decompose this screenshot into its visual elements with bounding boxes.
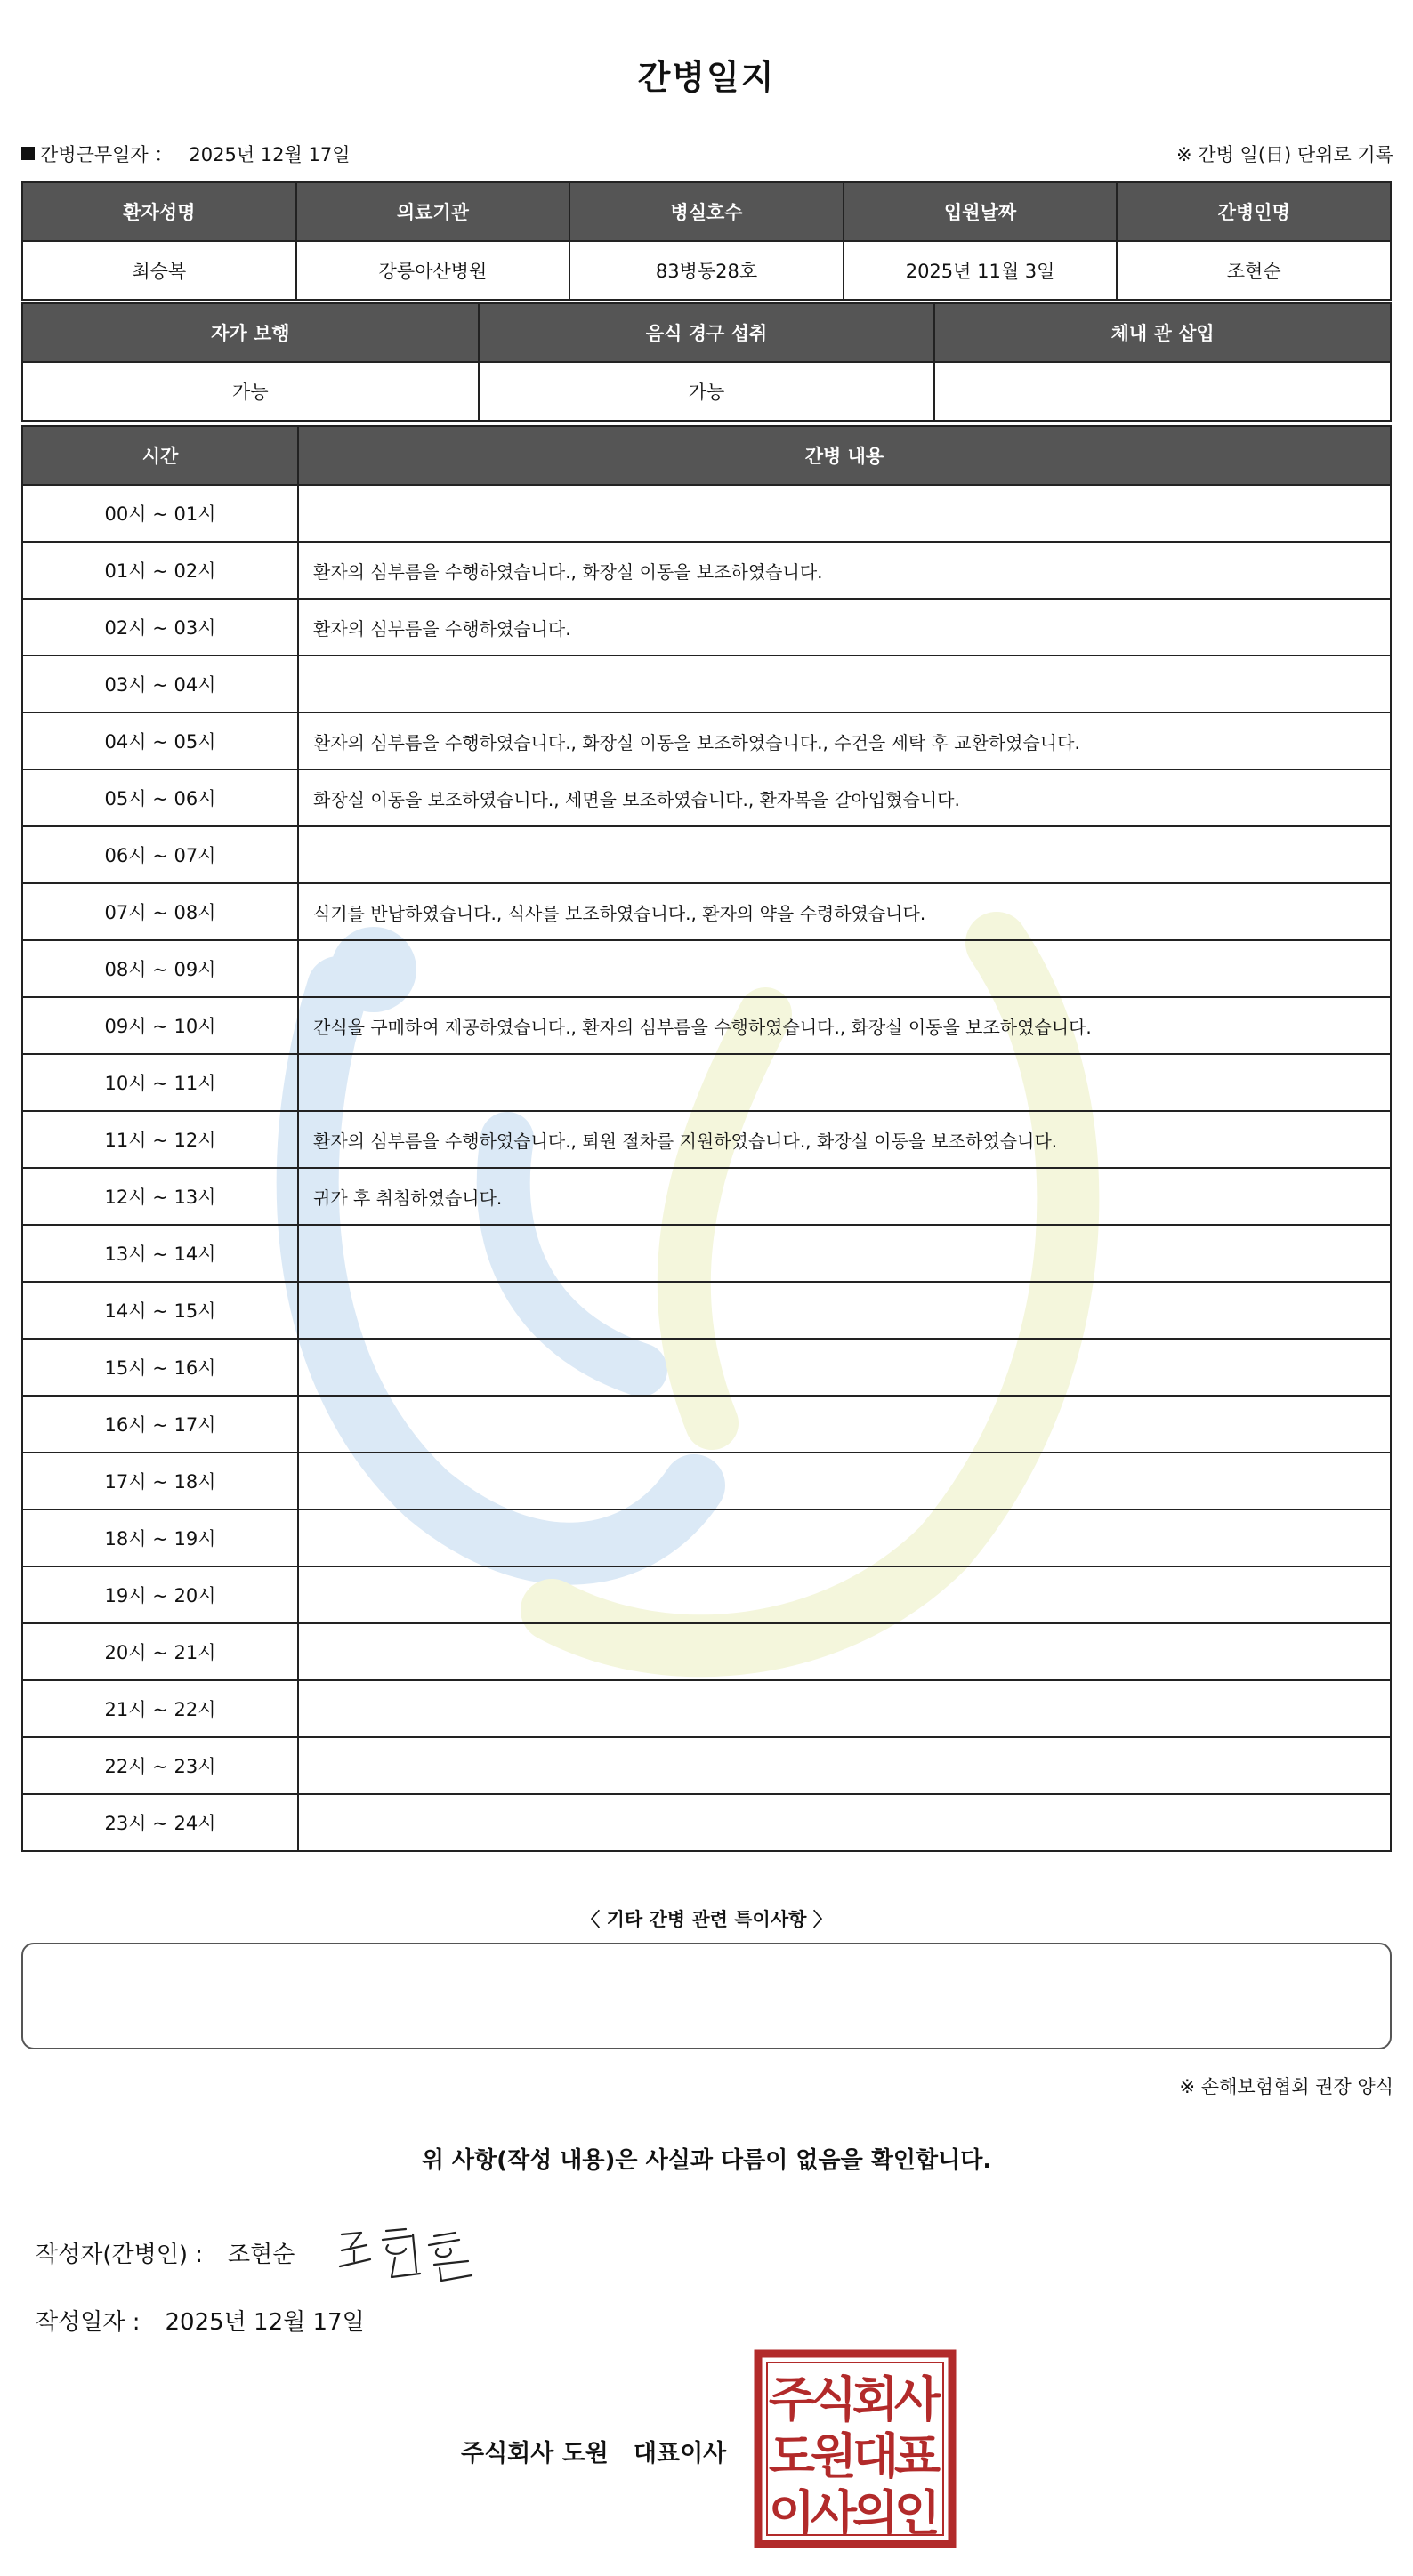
care-log-time: 13시 ~ 14시	[22, 1225, 298, 1282]
care-log-content	[298, 1737, 1391, 1794]
care-log-row	[22, 1453, 1391, 1509]
care-log-time: 03시 ~ 04시	[22, 656, 298, 712]
seal-character: 표	[893, 2428, 941, 2484]
care-log-row	[22, 769, 1391, 826]
care-log-row	[22, 1509, 1391, 1566]
writer-line	[36, 2236, 295, 2269]
record-unit-note: ※ 간병 일(日) 단위로 기록	[1176, 144, 1393, 165]
care-log-content	[298, 485, 1391, 542]
header-room: 병실호수	[569, 182, 844, 241]
company-line	[461, 2434, 726, 2468]
header-admission-date: 입원날짜	[844, 182, 1118, 241]
care-log-time: 00시 ~ 01시	[22, 485, 298, 542]
care-log-time: 18시 ~ 19시	[22, 1509, 298, 1566]
care-log-time: 12시 ~ 13시	[22, 1168, 298, 1225]
seal-character: 대	[852, 2428, 900, 2484]
form-source-note: ※ 손해보험협회 권장 양식	[1179, 2076, 1393, 2097]
care-log-content	[298, 1396, 1391, 1453]
seal-character: 인	[893, 2485, 941, 2541]
care-log-content	[298, 1623, 1391, 1680]
self-walking-value: 가능	[22, 362, 479, 421]
work-date-value: 2025년 12월 17일	[189, 144, 351, 165]
hospital-value: 강릉아산병원	[296, 241, 570, 300]
care-log-time: 20시 ~ 21시	[22, 1623, 298, 1680]
care-log-time: 08시 ~ 09시	[22, 940, 298, 997]
special-notes-box	[21, 1943, 1392, 2049]
writer-name: 조현순	[228, 2242, 295, 2268]
care-log-content: 화장실 이동을 보조하였습니다., 세면을 보조하였습니다., 환자복을 갈아입혔습니다.	[298, 769, 1391, 826]
care-log-header-row	[22, 426, 1391, 485]
care-log-content	[298, 1680, 1391, 1737]
care-log-row	[22, 656, 1391, 712]
care-log-time: 01시 ~ 02시	[22, 542, 298, 599]
header-time: 시간	[22, 426, 298, 485]
care-log-row	[22, 940, 1391, 997]
work-date-line	[21, 141, 351, 167]
patient-info-header-row	[22, 182, 1391, 241]
patient-name-value: 최승복	[22, 241, 296, 300]
company-title: 대표이사	[633, 2440, 727, 2467]
header-hospital: 의료기관	[296, 182, 570, 241]
care-log-row	[22, 1054, 1391, 1111]
status-header-row	[22, 303, 1391, 362]
care-log-content: 환자의 심부름을 수행하였습니다.	[298, 599, 1391, 656]
care-log-content	[298, 1054, 1391, 1111]
care-log-time: 22시 ~ 23시	[22, 1737, 298, 1794]
care-log-content: 환자의 심부름을 수행하였습니다., 퇴원 절차를 지원하였습니다., 화장실 이동을 보조하였습니다.	[298, 1111, 1391, 1168]
care-log-row	[22, 1680, 1391, 1737]
company-name: 주식회사 도원	[461, 2440, 609, 2467]
care-log-row	[22, 997, 1391, 1054]
care-log-time: 07시 ~ 08시	[22, 883, 298, 940]
care-log-content	[298, 1282, 1391, 1339]
status-value-row	[22, 362, 1391, 421]
care-log-content: 환자의 심부름을 수행하였습니다., 화장실 이동을 보조하였습니다.	[298, 542, 1391, 599]
write-date-line	[36, 2304, 365, 2337]
confirmation-statement: 위 사항(작성 내용)은 사실과 다름이 없음을 확인합니다.	[421, 2147, 992, 2174]
care-log-content	[298, 1509, 1391, 1566]
patient-info-table	[21, 181, 1392, 301]
write-date-value: 2025년 12월 17일	[165, 2309, 365, 2336]
care-log-row	[22, 1111, 1391, 1168]
care-log-time: 10시 ~ 11시	[22, 1054, 298, 1111]
care-log-time: 04시 ~ 05시	[22, 712, 298, 769]
care-log-row	[22, 1566, 1391, 1623]
care-log-content	[298, 1794, 1391, 1851]
care-log-row	[22, 1225, 1391, 1282]
care-log-row	[22, 712, 1391, 769]
care-log-row	[22, 542, 1391, 599]
care-log-time: 05시 ~ 06시	[22, 769, 298, 826]
care-log-time: 17시 ~ 18시	[22, 1453, 298, 1509]
care-log-content	[298, 1453, 1391, 1509]
care-log-content	[298, 826, 1391, 883]
seal-character: 원	[810, 2428, 858, 2484]
header-caregiver-name: 간병인명	[1117, 182, 1391, 241]
care-log-table	[21, 425, 1392, 1852]
care-log-time: 02시 ~ 03시	[22, 599, 298, 656]
seal-character: 도	[768, 2428, 816, 2484]
seal-character: 사	[810, 2485, 858, 2541]
care-log-row	[22, 599, 1391, 656]
header-self-walking: 자가 보행	[22, 303, 479, 362]
header-care-content: 간병 내용	[298, 426, 1391, 485]
work-date-label: 간병근무일자 ：	[40, 144, 174, 165]
care-log-row	[22, 1282, 1391, 1339]
tube-insertion-value	[934, 362, 1391, 421]
seal-character: 식	[810, 2371, 858, 2427]
seal-character: 사	[893, 2371, 941, 2427]
special-notes-label: 〈 기타 간병 관련 특이사항 〉	[581, 1909, 832, 1930]
care-log-time: 16시 ~ 17시	[22, 1396, 298, 1453]
care-log-content	[298, 1225, 1391, 1282]
care-log-row	[22, 1623, 1391, 1680]
care-log-row	[22, 1737, 1391, 1794]
admission-date-value: 2025년 11월 3일	[844, 241, 1118, 300]
care-log-content: 식기를 반납하였습니다., 식사를 보조하였습니다., 환자의 약을 수령하였습니다.	[298, 883, 1391, 940]
room-value: 83병동28호	[569, 241, 844, 300]
write-date-label: 작성일자 :	[36, 2309, 141, 2336]
care-log-time: 15시 ~ 16시	[22, 1339, 298, 1396]
square-bullet-icon	[21, 147, 35, 160]
seal-character: 회	[852, 2371, 900, 2427]
care-log-time: 09시 ~ 10시	[22, 997, 298, 1054]
care-log-row	[22, 1794, 1391, 1851]
care-log-row	[22, 883, 1391, 940]
seal-character: 의	[852, 2485, 900, 2541]
header-tube-insertion: 체내 관 삽입	[934, 303, 1391, 362]
writer-label: 작성자(간병인) :	[36, 2242, 204, 2268]
care-log-content	[298, 1566, 1391, 1623]
care-log-time: 23시 ~ 24시	[22, 1794, 298, 1851]
care-log-row	[22, 1396, 1391, 1453]
care-log-content: 간식을 구매하여 제공하였습니다., 환자의 심부름을 수행하였습니다., 화장실 이동을 보조하였습니다.	[298, 997, 1391, 1054]
care-log-time: 21시 ~ 22시	[22, 1680, 298, 1737]
care-log-time: 19시 ~ 20시	[22, 1566, 298, 1623]
seal-character: 이	[768, 2485, 816, 2541]
care-log-row	[22, 826, 1391, 883]
care-log-content	[298, 1339, 1391, 1396]
patient-info-value-row	[22, 241, 1391, 300]
care-log-time: 11시 ~ 12시	[22, 1111, 298, 1168]
oral-intake-value: 가능	[479, 362, 935, 421]
care-log-content: 귀가 후 취침하였습니다.	[298, 1168, 1391, 1225]
header-oral-intake: 음식 경구 섭취	[479, 303, 935, 362]
care-log-content: 환자의 심부름을 수행하였습니다., 화장실 이동을 보조하였습니다., 수건을 세탁 후 교환하였습니다.	[298, 712, 1391, 769]
care-log-row	[22, 1339, 1391, 1396]
seal-character: 주	[768, 2371, 816, 2427]
document-title: 간병일지	[637, 58, 776, 97]
care-log-time: 06시 ~ 07시	[22, 826, 298, 883]
company-seal-stamp	[753, 2348, 957, 2549]
caregiver-name-value: 조현순	[1117, 241, 1391, 300]
patient-status-table	[21, 302, 1392, 422]
care-log-content	[298, 656, 1391, 712]
care-log-time: 14시 ~ 15시	[22, 1282, 298, 1339]
care-log-row	[22, 485, 1391, 542]
care-log-row	[22, 1168, 1391, 1225]
handwritten-signature	[335, 2218, 495, 2290]
header-patient-name: 환자성명	[22, 182, 296, 241]
care-log-content	[298, 940, 1391, 997]
